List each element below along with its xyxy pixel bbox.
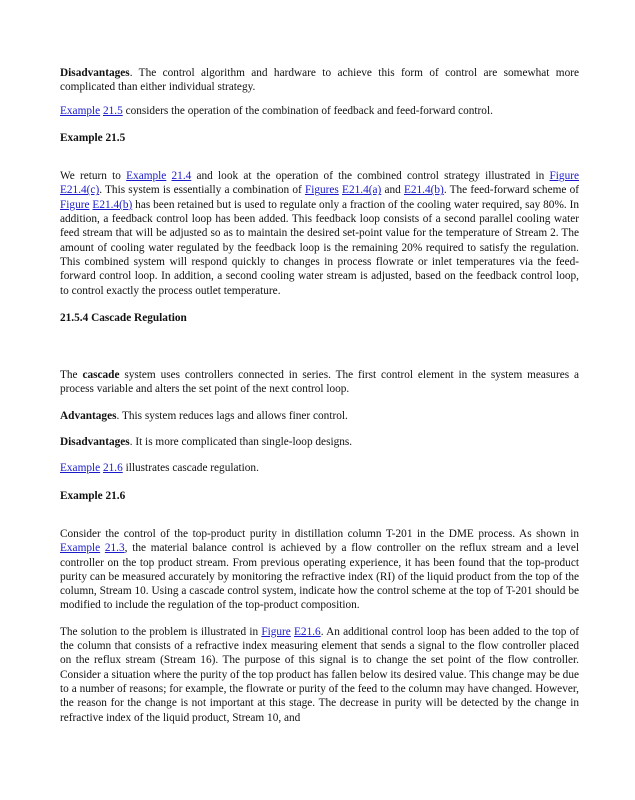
heading-cascade-regulation: 21.5.4 Cascade Regulation xyxy=(60,311,187,324)
figure-link[interactable]: Figure xyxy=(549,170,579,183)
paragraph-disadvantages-combined: Disadvantages. The control algorithm and hardware to achieve this form of control are somewhat more complicated than either individual strategy. xyxy=(60,67,579,94)
paragraph-disadvantages-cascade: Disadvantages. It is more complicated than single-loop designs. xyxy=(60,436,353,449)
example-21-3-link[interactable]: 21.3 xyxy=(104,542,125,555)
figure-link[interactable]: Figure xyxy=(60,198,90,211)
figure-e21-4a-link[interactable]: E21.4(a) xyxy=(342,184,382,197)
example-link[interactable]: Example xyxy=(126,170,167,183)
heading-example-21-6: Example 21.6 xyxy=(60,489,126,502)
example-21-6-link[interactable]: 21.6 xyxy=(102,462,123,475)
paragraph-cascade-intro: The cascade system uses controllers connected in series. The first control element in the system measures a process variable and alters the set point of the next control loop. xyxy=(60,369,579,396)
disadvantages-label: Disadvantages xyxy=(60,436,130,449)
advantages-label: Advantages xyxy=(60,409,117,422)
paragraph-example-ref-21-5: Example 21.5 considers the operation of the combination of feedback and feed-forward control. xyxy=(60,104,493,117)
disadvantages-label: Disadvantages xyxy=(60,67,130,79)
paragraph-example-21-5-body: We return to Example 21.4 and look at the operation of the combined control strategy illustrated in Figure E21.4(c). This system is essentially a combination of Figures E21.4(a) and E21.4(b). The feed-forward scheme of Figure E21.4(b) has been retained but is used to regulate only a fraction of the cooling water required, say 80%. In addition, a feedback control loop has been added. This feedback loop consists of a second parallel cooling water feed stream that will be adjusted so as to maintain the desired set-point value for the temperature of Stream 2. The amount of cooling water regulated by the feedback loop is the remaining 20% required to satisfy the regulation. This combined system will respond quickly to changes in process flowrate or inlet temperatures via the feed-forward control loop. In addition, a second cooling water stream is adjusted, based on the feedback control loop, to control exactly the process outlet temperature. xyxy=(60,170,580,297)
figure-e21-4b-link[interactable]: E21.4(b) xyxy=(92,198,133,211)
figure-e21-4b-link[interactable]: E21.4(b) xyxy=(403,184,444,197)
example-21-5-link[interactable]: 21.5 xyxy=(102,104,123,117)
document-page xyxy=(60,66,579,725)
example-21-4-link[interactable]: 21.4 xyxy=(171,170,192,183)
paragraph-advantages: Advantages. This system reduces lags and allows finer control. xyxy=(60,409,348,422)
paragraph-example-ref-21-6: Example 21.6 illustrates cascade regulation. xyxy=(60,462,259,475)
figure-e21-4c-link[interactable]: E21.4(c) xyxy=(60,184,100,197)
heading-example-21-5: Example 21.5 xyxy=(60,131,126,144)
paragraph-example-21-6-problem: Consider the control of the top-product purity in distillation column T-201 in the DME process. As shown in Example 21.3, the material balance control is achieved by a flow controller on the reflux stream and a level controller on the top product stream. From previous operating experience, it has been found that the top-product purity can be measured accurately by monitoring the refractive index (RI) of the liquid product from the top of the column, Stream 10. Using a cascade control system, indicate how the control scheme at the top of T-201 should be modified to include the regulation of the top-product composition. xyxy=(60,527,579,612)
figure-e21-6-link[interactable]: E21.6 xyxy=(294,625,321,638)
paragraph-example-21-6-solution: The solution to the problem is illustrated in Figure E21.6. An additional control loop has been added to the top of the column that consists of a refractive index measuring element that sends a signal to the flow controller placed on the reflux stream (Stream 16). The purpose of this signal is to change the set point of the flow controller. Consider a situation where the purity of the top product has fallen below its desired value. This change may be due to a number of reasons; for example, the flowrate or purity of the feed to the column may have changed. However, the reason for the change is not important at this stage. The decrease in purity will be detected by the change in refractive index of the liquid product, Stream 10, and xyxy=(60,625,579,724)
example-link[interactable]: Example xyxy=(60,104,101,117)
cascade-term: cascade xyxy=(82,369,120,382)
example-link[interactable]: Example xyxy=(60,542,101,555)
example-link[interactable]: Example xyxy=(60,462,101,475)
figure-link[interactable]: Figure xyxy=(261,625,291,638)
figures-link[interactable]: Figures xyxy=(304,184,339,197)
